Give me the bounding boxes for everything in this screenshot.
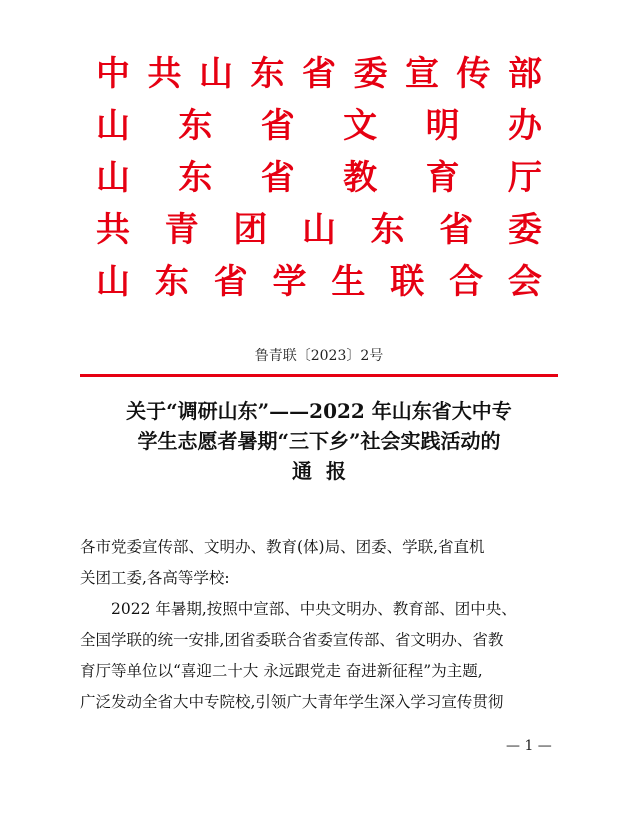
issuer-char: 共 <box>147 54 182 94</box>
issuer-char: 省 <box>439 210 474 250</box>
issuer-char: 生 <box>331 262 366 302</box>
issuer-char: 育 <box>425 158 460 198</box>
addressee <box>80 532 558 594</box>
issuer-char: 教 <box>343 158 378 198</box>
issuer-char: 东 <box>154 262 189 302</box>
document-body <box>80 532 558 718</box>
issuer-char: 传 <box>456 54 491 94</box>
issuer-char: 山 <box>96 158 130 198</box>
paragraph-line: 育厅等单位以“喜迎二十大 永远跟党走 奋进新征程”为主题, <box>80 662 483 680</box>
red-separator-line <box>80 374 558 377</box>
paragraph-line: 广泛发动全省大中专院校,引领广大青年学生深入学习宣传贯彻 <box>80 693 504 711</box>
issuer-char: 学 <box>272 262 307 302</box>
title-line-1: 关于“调研山东”——2022 年山东省大中专 <box>126 399 512 423</box>
issuer-char: 中 <box>96 54 130 94</box>
issuer-char: 山 <box>301 210 336 250</box>
issuer-line <box>96 204 542 256</box>
issuer-char: 厅 <box>507 158 542 198</box>
issuer-char: 明 <box>425 106 460 146</box>
issuer-line <box>96 48 542 100</box>
issuer-block <box>96 48 542 308</box>
issuer-char: 山 <box>96 262 130 302</box>
issuer-char: 省 <box>213 262 248 302</box>
document-title <box>72 396 566 486</box>
title-line-2: 学生志愿者暑期“三下乡”社会实践活动的 <box>137 429 501 453</box>
issuer-char: 会 <box>507 262 542 302</box>
issuer-char: 宣 <box>405 54 439 94</box>
issuer-char: 东 <box>370 210 405 250</box>
issuer-line <box>96 256 542 308</box>
issuer-char: 山 <box>96 106 130 146</box>
issuer-char: 青 <box>164 210 199 250</box>
issuer-line <box>96 100 542 152</box>
issuer-char: 东 <box>178 158 213 198</box>
issuer-char: 省 <box>260 106 295 146</box>
page-number: — 1 — <box>506 738 552 754</box>
addressee-line: 关团工委,各高等学校: <box>80 569 230 587</box>
issuer-char: 委 <box>507 210 542 250</box>
body-paragraph <box>80 594 558 718</box>
addressee-line: 各市党委宣传部、文明办、教育(体)局、团委、学联,省直机 <box>80 538 485 556</box>
title-line-3: 通报 <box>292 459 360 483</box>
issuer-char: 联 <box>390 262 425 302</box>
issuer-char: 文 <box>343 106 378 146</box>
issuer-char: 东 <box>250 54 285 94</box>
document-number: 鲁青联〔2023〕2号 <box>254 348 384 364</box>
issuer-char: 委 <box>353 54 388 94</box>
issuer-char: 山 <box>199 54 233 94</box>
issuer-char: 省 <box>302 54 336 94</box>
paragraph-line: 全国学联的统一安排,团省委联合省委宣传部、省文明办、省教 <box>80 631 504 649</box>
issuer-char: 东 <box>178 106 213 146</box>
issuer-char: 合 <box>449 262 484 302</box>
issuer-char: 共 <box>96 210 130 250</box>
issuer-char: 部 <box>508 54 542 94</box>
issuer-char: 省 <box>260 158 295 198</box>
issuer-line <box>96 152 542 204</box>
issuer-char: 办 <box>507 106 542 146</box>
paragraph-line: 2022 年暑期,按照中宣部、中央文明办、教育部、团中央、 <box>111 600 517 618</box>
issuer-char: 团 <box>233 210 268 250</box>
